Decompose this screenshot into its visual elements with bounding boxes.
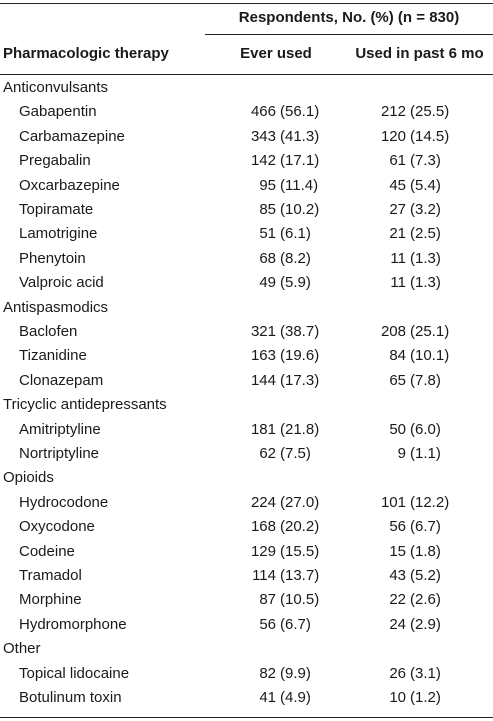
table-row-drug-name: Hydrocodone [19, 494, 109, 511]
table-cell-ever [205, 103, 347, 121]
table-cell-ever-count: 129 [250, 543, 276, 560]
table-cell-past-percent: (3.1) [410, 665, 441, 682]
table-cell-past-count: 101 [380, 494, 406, 511]
table-cell-past [346, 665, 493, 683]
table-cell-ever-percent: (20.2) [280, 518, 320, 535]
table-cell-past [346, 494, 493, 512]
table-cell-ever-percent: (21.8) [280, 421, 320, 438]
table-cell-past [346, 543, 493, 561]
header-bottom-rule [0, 74, 493, 75]
table-cell-ever-count: 68 [259, 250, 276, 267]
table-row-drug-name: Pregabalin [19, 152, 91, 169]
table-cell-past [346, 347, 493, 365]
table-cell-past [346, 372, 493, 390]
table-cell-ever-count: 82 [259, 665, 276, 682]
table-cell-past-count: 26 [389, 665, 406, 682]
span-header-rule [205, 34, 493, 35]
table-cell-past-count: 212 [380, 103, 406, 120]
table-cell-ever-count: 181 [250, 421, 276, 438]
table-cell-ever [205, 689, 347, 707]
table-cell-ever-count: 224 [250, 494, 276, 511]
table-cell-past-percent: (25.1) [410, 323, 450, 340]
table-cell-past-percent: (14.5) [410, 128, 450, 145]
table-cell-ever [205, 591, 347, 609]
table-cell-past-count: 11 [390, 250, 406, 267]
table-cell-ever [205, 128, 347, 146]
table-cell-ever-count: 466 [250, 103, 276, 120]
table-cell-ever-percent: (17.3) [280, 372, 320, 389]
table-row-drug-name: Topiramate [19, 201, 94, 218]
table-cell-past-percent: (7.8) [410, 372, 441, 389]
table-cell-ever [205, 421, 347, 439]
table-cell-ever-percent: (56.1) [280, 103, 320, 120]
table-row-drug-name: Codeine [19, 543, 75, 560]
table-cell-ever-percent: (7.5) [280, 445, 311, 462]
table-cell-ever-count: 51 [259, 225, 276, 242]
table-cell-past-count: 9 [397, 445, 406, 462]
table-cell-past-percent: (25.5) [410, 103, 450, 120]
table-cell-ever-percent: (13.7) [280, 567, 320, 584]
table-group-label: Antispasmodics [3, 299, 109, 316]
table-cell-ever [205, 372, 347, 390]
table-row-drug-name: Valproic acid [19, 274, 104, 291]
table-cell-past [346, 567, 493, 585]
table-cell-past-percent: (12.2) [410, 494, 450, 511]
table-cell-ever [205, 567, 347, 585]
table-row-drug-name: Gabapentin [19, 103, 97, 120]
table-cell-past-count: 56 [389, 518, 406, 535]
table-row-drug-name: Botulinum toxin [19, 689, 122, 706]
table-cell-ever [205, 347, 347, 365]
table-cell-past-percent: (2.5) [410, 225, 441, 242]
table-row-drug-name: Topical lidocaine [19, 665, 130, 682]
table-cell-past [346, 177, 493, 195]
table-cell-ever [205, 665, 347, 683]
table-top-rule [0, 3, 493, 4]
table-cell-ever [205, 494, 347, 512]
table-cell-ever-count: 49 [259, 274, 276, 291]
table-cell-ever-count: 168 [250, 518, 276, 535]
table-cell-ever-percent: (4.9) [280, 689, 311, 706]
table-row-drug-name: Tizanidine [19, 347, 87, 364]
table-cell-past-percent: (1.3) [410, 250, 441, 267]
table-cell-ever-count: 41 [259, 689, 276, 706]
table-cell-ever [205, 250, 347, 268]
table-cell-past-percent: (3.2) [410, 201, 441, 218]
table-cell-past-percent: (7.3) [410, 152, 441, 169]
table-cell-ever-percent: (8.2) [280, 250, 311, 267]
table-cell-ever-percent: (17.1) [280, 152, 320, 169]
table-cell-ever-count: 114 [252, 567, 276, 584]
table-cell-past-percent: (2.6) [410, 591, 441, 608]
table-cell-ever-count: 343 [250, 128, 276, 145]
table-cell-past [346, 152, 493, 170]
table-cell-past [346, 250, 493, 268]
table-cell-past-percent: (1.1) [410, 445, 441, 462]
table-cell-ever-percent: (11.4) [280, 177, 319, 194]
table-cell-past [346, 128, 493, 146]
table-cell-ever-count: 62 [259, 445, 276, 462]
table-cell-ever-percent: (5.9) [280, 274, 311, 291]
table-cell-past-count: 24 [389, 616, 406, 633]
table-cell-ever [205, 225, 347, 243]
table-cell-past-count: 11 [390, 274, 406, 291]
table-row-drug-name: Hydromorphone [19, 616, 127, 633]
table-cell-past-count: 65 [389, 372, 406, 389]
table-row-drug-name: Clonazepam [19, 372, 104, 389]
table-cell-past-count: 21 [389, 225, 406, 242]
table-cell-ever-count: 87 [259, 591, 276, 608]
table-row-drug-name: Nortriptyline [19, 445, 100, 462]
table-cell-past-percent: (2.9) [410, 616, 441, 633]
table-cell-past-count: 61 [389, 152, 406, 169]
table-cell-ever-percent: (15.5) [280, 543, 320, 560]
table-cell-past [346, 323, 493, 341]
table-group-label: Anticonvulsants [3, 79, 109, 96]
table-row-drug-name: Lamotrigine [19, 225, 98, 242]
table-cell-past [346, 225, 493, 243]
table-cell-ever-count: 163 [250, 347, 276, 364]
table-cell-ever-percent: (38.7) [280, 323, 320, 340]
table-cell-past-count: 27 [389, 201, 406, 218]
table-cell-past-count: 15 [389, 543, 406, 560]
table-row-drug-name: Tramadol [19, 567, 82, 584]
table-cell-past-count: 22 [389, 591, 406, 608]
table-cell-ever-percent: (9.9) [280, 665, 311, 682]
table-group-label: Other [3, 640, 41, 657]
table-cell-ever-count: 321 [250, 323, 276, 340]
table-cell-ever [205, 177, 347, 195]
table-cell-ever-percent: (6.1) [280, 225, 311, 242]
table-cell-ever [205, 616, 347, 634]
table-row-drug-name: Oxcarbazepine [19, 177, 120, 194]
table-cell-past-percent: (1.8) [410, 543, 441, 560]
table-cell-past [346, 518, 493, 536]
table-cell-past [346, 274, 493, 292]
table-group-label: Tricyclic antidepressants [3, 396, 167, 413]
table-cell-past-percent: (6.7) [410, 518, 441, 535]
table-cell-past-percent: (5.4) [410, 177, 441, 194]
column-header-ever-used: Ever used [240, 45, 312, 62]
table-row-drug-name: Oxycodone [19, 518, 95, 535]
table-cell-ever-percent: (6.7) [280, 616, 311, 633]
table-cell-past-count: 50 [389, 421, 406, 438]
table-cell-ever [205, 518, 347, 536]
table-cell-past [346, 445, 493, 463]
table-cell-past [346, 616, 493, 634]
table-cell-past-percent: (6.0) [410, 421, 441, 438]
table-cell-past [346, 421, 493, 439]
table-row-drug-name: Phenytoin [19, 250, 86, 267]
table-cell-ever [205, 445, 347, 463]
table-cell-past-count: 43 [389, 567, 406, 584]
table-cell-ever-percent: (10.5) [280, 591, 320, 608]
table-cell-past-percent: (10.1) [410, 347, 450, 364]
table-cell-past [346, 689, 493, 707]
table-cell-past-count: 120 [380, 128, 406, 145]
table-bottom-rule [0, 717, 493, 718]
table-cell-ever-count: 85 [259, 201, 276, 218]
table-row-drug-name: Morphine [19, 591, 82, 608]
table-cell-past [346, 591, 493, 609]
table-cell-ever [205, 201, 347, 219]
table-row-drug-name: Carbamazepine [19, 128, 125, 145]
table-cell-ever-count: 142 [250, 152, 276, 169]
table-cell-ever [205, 152, 347, 170]
table-cell-ever-count: 56 [259, 616, 276, 633]
table-cell-past-count: 10 [389, 689, 406, 706]
column-header-therapy: Pharmacologic therapy [3, 45, 169, 62]
table-cell-ever [205, 274, 347, 292]
table-row-drug-name: Baclofen [19, 323, 78, 340]
table-row-drug-name: Amitriptyline [19, 421, 101, 438]
table-cell-ever-percent: (27.0) [280, 494, 320, 511]
table-cell-past-percent: (1.2) [410, 689, 441, 706]
table-cell-past-count: 84 [389, 347, 406, 364]
table-cell-past [346, 103, 493, 121]
table-group-label: Opioids [3, 469, 54, 486]
table-cell-ever-percent: (10.2) [280, 201, 320, 218]
table-cell-ever-count: 95 [259, 177, 276, 194]
table-cell-past-percent: (5.2) [410, 567, 441, 584]
table-cell-past-count: 208 [380, 323, 406, 340]
table-cell-ever [205, 323, 347, 341]
table-cell-ever-percent: (19.6) [280, 347, 320, 364]
column-header-past-6-mo: Used in past 6 mo [355, 45, 484, 62]
table-cell-past-percent: (1.3) [410, 274, 441, 291]
table-cell-ever-count: 144 [250, 372, 276, 389]
table-cell-ever [205, 543, 347, 561]
respondents-span-header: Respondents, No. (%) (n = 830) [238, 9, 460, 26]
table-cell-past [346, 201, 493, 219]
table-cell-ever-percent: (41.3) [280, 128, 320, 145]
table-cell-past-count: 45 [389, 177, 406, 194]
